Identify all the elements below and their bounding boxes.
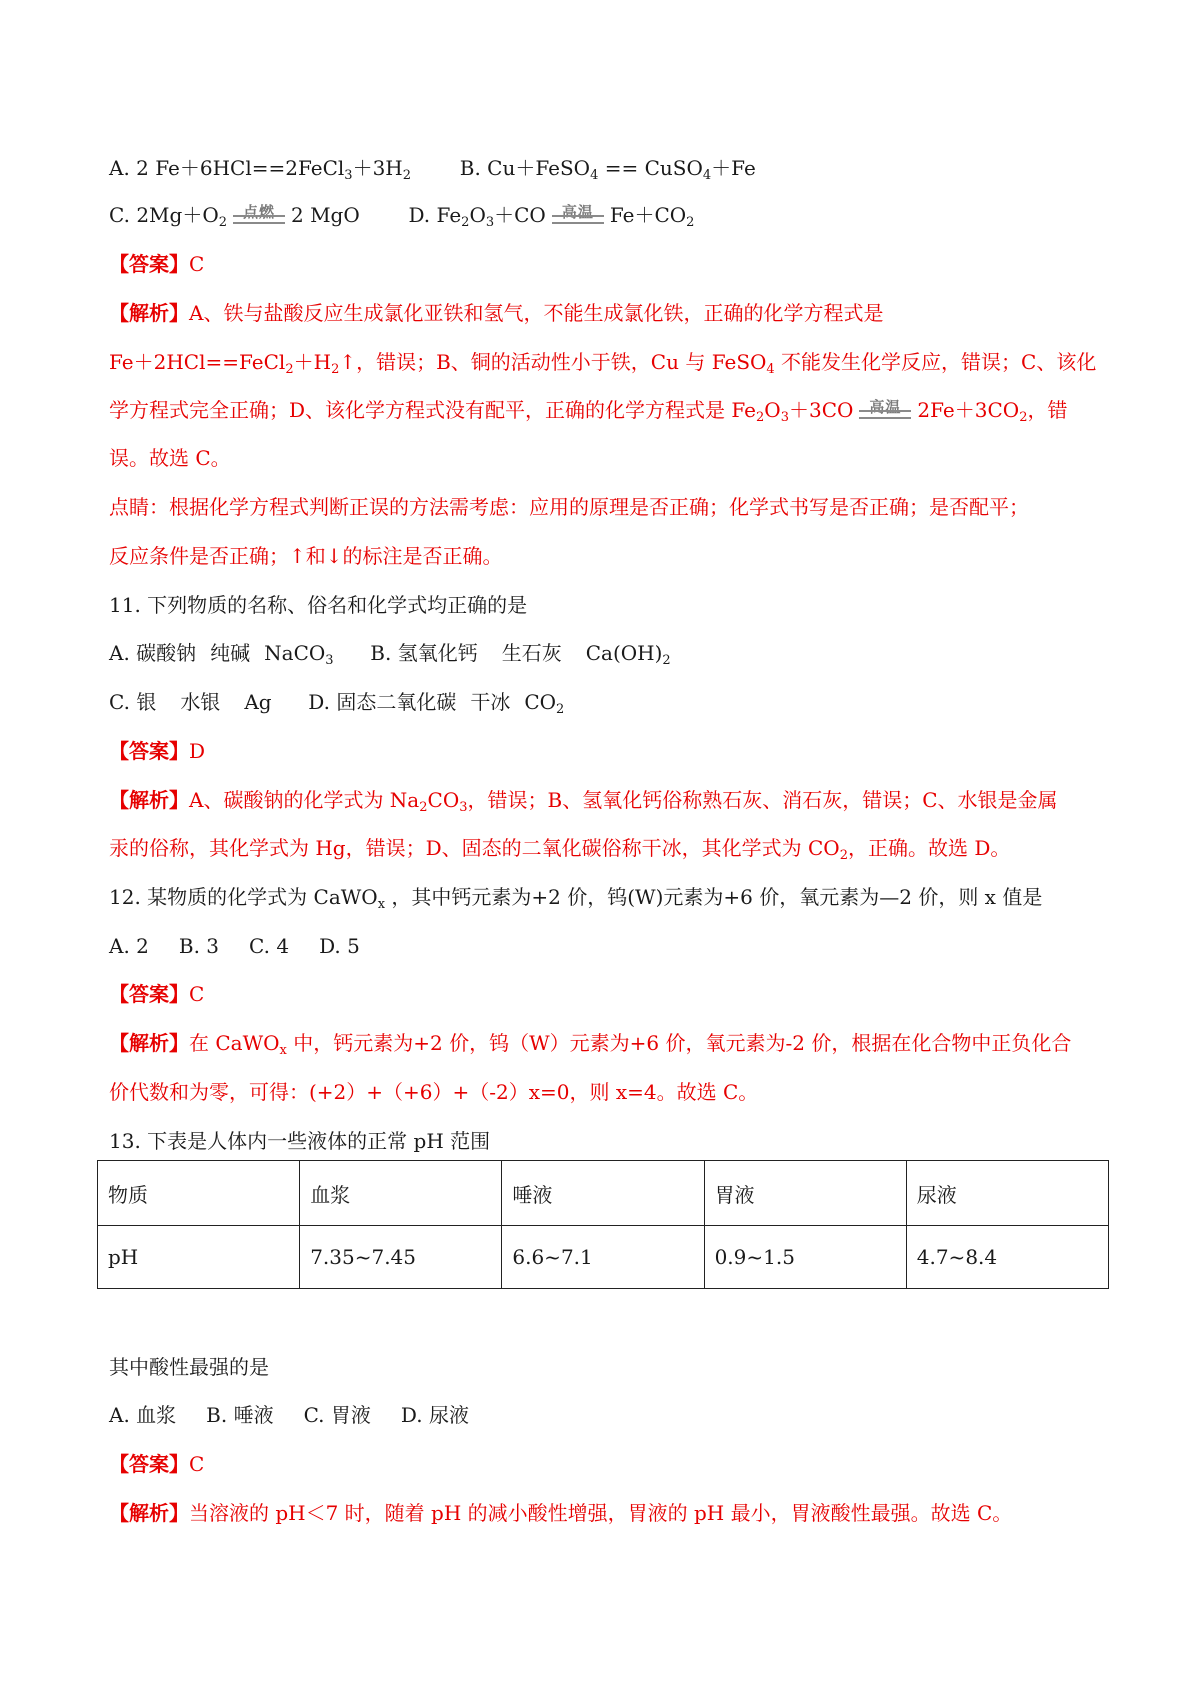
q11-options-ab [109,638,1104,668]
table-cell: 0.9~1.5 [704,1226,906,1289]
q12-answer: 【答案】C [109,982,205,1006]
table-cell: 尿液 [906,1161,1108,1226]
q12-stem: 12. 某物质的化学式为 CaWO$_x$ ，其中钙元素为+2 价，钨(W)元素为+6 价，氧元素为—2 价，则 x 值是 [109,885,1043,912]
q12-options: A. 2 B. 3 C. 4 D. 5 [109,934,360,958]
table-cell: 7.35~7.45 [300,1226,502,1289]
table-cell: 唾液 [502,1161,704,1226]
q10-analysis-line-3: 学方程式完全正确；D、该化学方程式没有配平，正确的化学方程式是 $Fe_2O_3+3CO$ 高温 $2Fe+3CO_2$，错 [109,395,1104,425]
q10-option-d: D. $Fe_2O_3+CO$ 高温 $Fe+CO_2$ [408,203,694,227]
q13-question: 其中酸性最强的是 [109,1355,269,1379]
q11-options-cd [109,687,1104,717]
q11-option-a: A. 碳酸钠 纯碱 NaCO$_3$ [109,641,334,668]
q11-option-d: D. 固态二氧化碳 干冰 $CO_2$ [308,690,565,717]
reaction-condition-high-temp: 高温 [550,200,606,226]
q10-analysis-line-1: 【解析】A、铁与盐酸反应生成氯化亚铁和氢气，不能生成氯化铁，正确的化学方程式是 [109,301,884,325]
table-cell: 物质 [98,1161,300,1226]
q10-analysis-line-4: 误。故选 C。 [109,446,231,470]
q11-stem: 11. 下列物质的名称、俗名和化学式均正确的是 [109,593,528,617]
q10-analysis-line-2: $Fe+2HCl==FeCl_2+H_2↑$，错误；B、铜的活动性小于铁，Cu 与 FeSO$_4$ 不能发生化学反应，错误；C、该化 [109,350,1097,377]
q13-stem: 13. 下表是人体内一些液体的正常 pH 范围 [109,1129,491,1153]
q11-analysis-line-2: 汞的俗称，其化学式为 Hg，错误；D、固态的二氧化碳俗称干冰，其化学式为 $CO_2$，正确。故选 D。 [109,836,1011,863]
table-row [98,1226,1109,1289]
q13-options: A. 血浆 B. 唾液 C. 胃液 D. 尿液 [109,1403,469,1427]
table-cell: 血浆 [300,1161,502,1226]
q11-option-b: B. 氢氧化钙 生石灰 $Ca(OH)_2$ [370,641,671,668]
q11-option-c: C. 银 水银 Ag [109,690,272,714]
q10-option-a: A. 2 $Fe+6HCl==2FeCl_3+3H_2$ [109,156,412,183]
reaction-condition-high-temp: 高温 [857,395,913,421]
q10-option-b: B. Cu＋FeSO$_4$ == CuSO$_4$＋Fe [459,156,756,183]
reaction-condition-ignite: 点燃 [231,200,287,226]
table-cell: 6.6~7.1 [502,1226,704,1289]
q10-answer: 【答案】C [109,252,205,276]
table-cell: 4.7~8.4 [906,1226,1108,1289]
q10-tip-line-1: 点睛：根据化学方程式判断正误的方法需考虑：应用的原理是否正确；化学式书写是否正确；是否配平； [109,495,1029,519]
table-header-row [98,1161,1109,1226]
q12-analysis-line-2: 价代数和为零，可得：(+2）+（+6）+（-2）x=0，则 x=4。故选 C。 [109,1080,759,1104]
table-cell: 胃液 [704,1161,906,1226]
q10-tip-line-2: 反应条件是否正确；↑和↓的标注是否正确。 [109,544,503,568]
table-cell: pH [98,1226,300,1289]
q13-answer: 【答案】C [109,1452,205,1476]
q10-options-ab [109,153,1104,183]
q11-answer: 【答案】D [109,739,206,763]
q10-option-c: C. $2Mg+O_2$ 点燃 2 MgO [109,203,360,227]
q12-analysis-line-1: 【解析】在 CaWO$_x$ 中，钙元素为+2 价，钨（W）元素为+6 价，氧元素为-2 价，根据在化合物中正负化合 [109,1031,1072,1058]
ph-table [97,1160,1109,1289]
q10-options-cd [109,200,1104,230]
q13-analysis: 【解析】当溶液的 pH＜7 时，随着 pH 的减小酸性增强，胃液的 pH 最小，胃液酸性最强。故选 C。 [109,1501,1013,1525]
q11-analysis-line-1: 【解析】A、碳酸钠的化学式为 $Na_2CO_3$，错误；B、氢氧化钙俗称熟石灰、消石灰，错误；C、水银是金属 [109,788,1058,815]
